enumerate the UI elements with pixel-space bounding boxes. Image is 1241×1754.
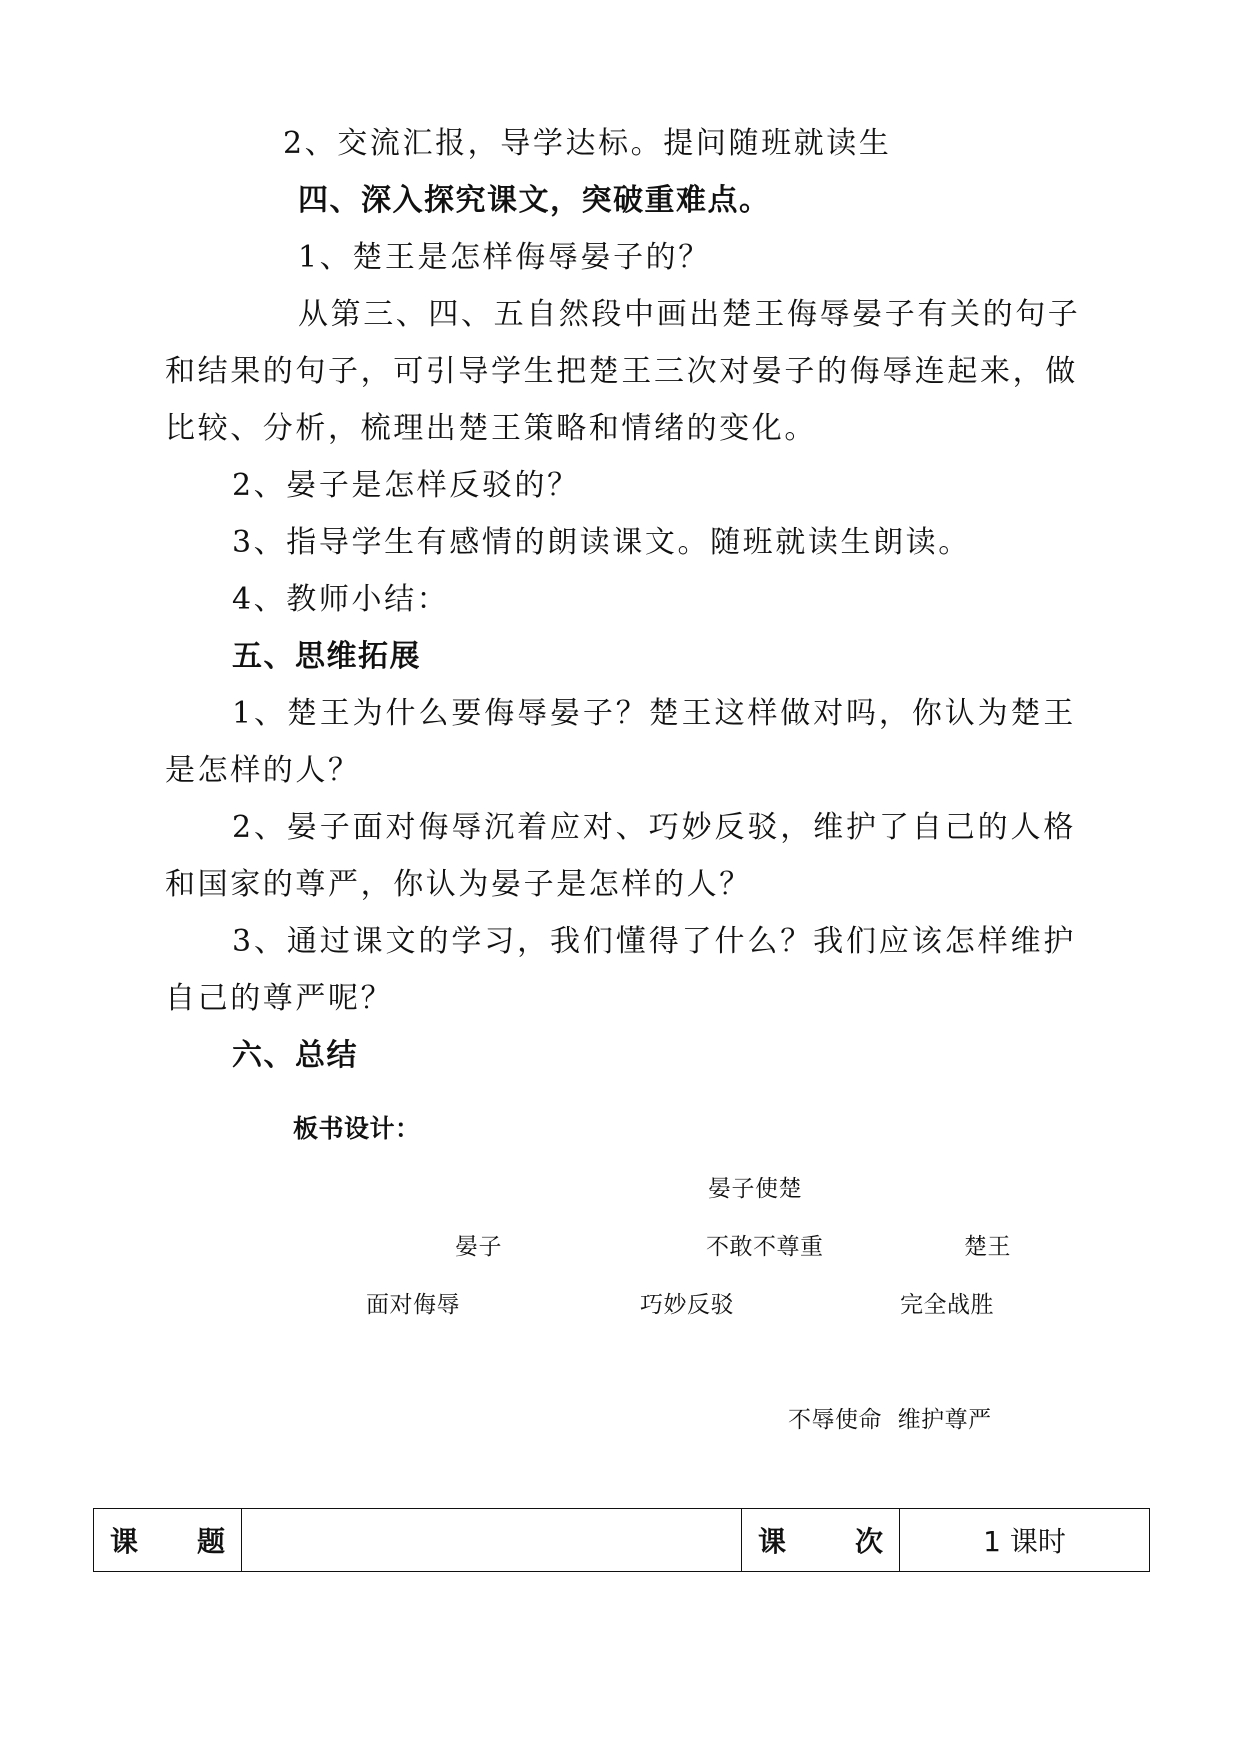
board-row2-middle: 巧妙反驳	[640, 1292, 734, 1318]
paragraph-1-line-1: 从第三、四、五自然段中画出楚王侮辱晏子有关的句子	[298, 297, 1081, 332]
step-2-line: 2、交流汇报，导学达标。提问随班就读生	[283, 126, 892, 161]
session-label-char-1: 课	[758, 1525, 787, 1558]
board-row2-left: 面对侮辱	[366, 1292, 460, 1318]
thinking-3-line-2: 自己的尊严呢？	[165, 981, 394, 1016]
topic-label-char-1: 课	[110, 1525, 139, 1558]
question-4: 4、教师小结：	[232, 582, 450, 617]
thinking-1-line-1: 1、楚王为什么要侮辱晏子？楚王这样做对吗，你认为楚王	[232, 696, 1076, 731]
board-design-title: 板书设计：	[293, 1114, 421, 1143]
section-5-heading: 五、思维拓展	[232, 639, 421, 674]
thinking-3-line-1: 3、通过课文的学习，我们懂得了什么？我们应该怎样维护	[232, 924, 1076, 959]
board-middle: 不敢不尊重	[706, 1234, 824, 1260]
board-heading: 晏子使楚	[708, 1176, 802, 1202]
lesson-info-table	[93, 1508, 1150, 1572]
question-2: 2、晏子是怎样反驳的？	[232, 468, 580, 503]
board-left-yanzi: 晏子	[455, 1234, 502, 1260]
board-right-chuwang: 楚王	[964, 1234, 1011, 1260]
question-1: 1、楚王是怎样侮辱晏子的？	[298, 240, 711, 275]
thinking-1-line-2: 是怎样的人？	[165, 753, 361, 788]
topic-label-char-2: 题	[196, 1525, 225, 1558]
question-3: 3、指导学生有感情的朗读课文。随班就读生朗读。	[232, 525, 971, 560]
section-6-heading: 六、总结	[232, 1038, 358, 1073]
board-bottom: 不辱使命 维护尊严	[788, 1407, 992, 1433]
thinking-2-line-2: 和国家的尊严，你认为晏子是怎样的人？	[165, 867, 752, 902]
section-4-heading: 四、深入探究课文，突破重难点。	[298, 183, 771, 218]
thinking-2-line-1: 2、晏子面对侮辱沉着应对、巧妙反驳，维护了自己的人格	[232, 810, 1076, 845]
session-label-cell	[742, 1509, 900, 1572]
session-value-cell: 1 课时	[900, 1509, 1150, 1572]
board-row2-right: 完全战胜	[900, 1292, 994, 1318]
paragraph-1-line-2: 和结果的句子，可引导学生把楚王三次对晏子的侮辱连起来，做	[165, 354, 1078, 389]
topic-value-cell	[242, 1509, 742, 1572]
paragraph-1-line-3: 比较、分析，梳理出楚王策略和情绪的变化。	[165, 411, 817, 446]
topic-label-cell	[94, 1509, 242, 1572]
session-label-char-2: 次	[854, 1525, 883, 1558]
